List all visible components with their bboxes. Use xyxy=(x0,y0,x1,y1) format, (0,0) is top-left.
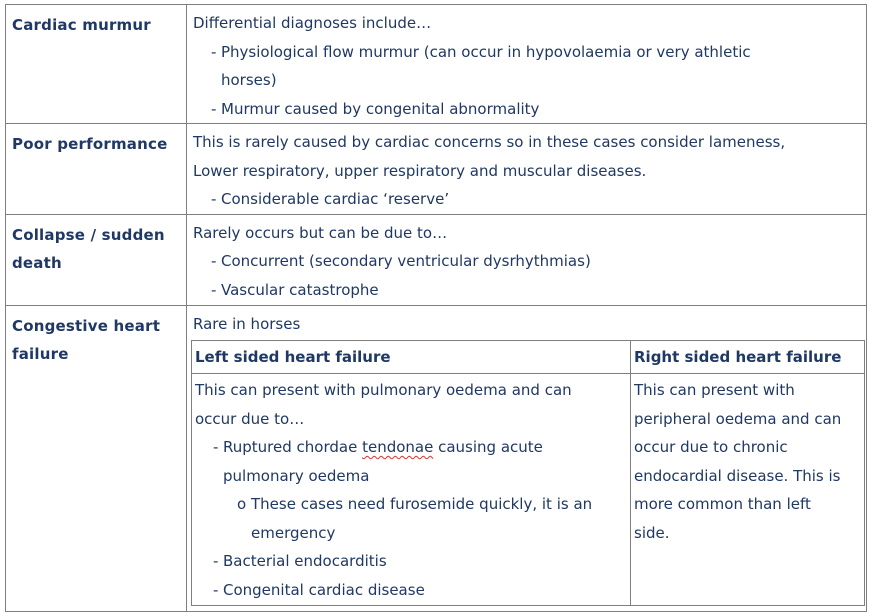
table-row xyxy=(6,214,867,305)
list-item xyxy=(193,247,860,276)
table-row xyxy=(6,124,867,215)
heart-failure-subtable xyxy=(191,340,865,606)
bullet-text: Vascular catastrophe xyxy=(221,280,379,299)
row-label-poor-performance xyxy=(6,124,187,215)
right-sided-heading: Right sided heart failure xyxy=(634,348,842,366)
right-body-cell xyxy=(631,374,865,606)
list-item xyxy=(195,547,627,576)
chf-label-line2: failure xyxy=(12,344,69,363)
list-item xyxy=(195,576,627,605)
table-row xyxy=(192,374,865,606)
bullet-continuation: horses) xyxy=(221,71,277,89)
bullet-text: Ruptured chordae xyxy=(223,438,363,456)
dash-bullet: - xyxy=(211,99,217,118)
left-heading-cell xyxy=(192,341,631,374)
collapse-intro: Rarely occurs but can be due to… xyxy=(193,223,448,242)
list-item xyxy=(195,433,627,462)
left-sided-heading: Left sided heart failure xyxy=(195,348,391,366)
poor-text-2: Lower respiratory, upper respiratory and muscular diseases. xyxy=(193,161,647,180)
dash-bullet: - xyxy=(211,42,217,61)
row-label-collapse xyxy=(6,214,187,305)
bullet-text: Physiological flow murmur (can occur in hypovolaemia or very athletic xyxy=(221,42,751,61)
misspelled-word: tendonae xyxy=(362,438,434,456)
list-item xyxy=(193,185,860,214)
dash-bullet: - xyxy=(211,190,217,208)
circle-bullet: o xyxy=(237,495,247,513)
row-label-chf xyxy=(6,305,187,611)
right-heading-cell xyxy=(631,341,865,374)
list-item xyxy=(193,95,860,124)
table-row xyxy=(192,341,865,374)
right-text-6: side. xyxy=(634,523,670,542)
dash-bullet: - xyxy=(213,580,219,599)
document xyxy=(5,4,867,612)
dash-bullet: - xyxy=(213,552,219,570)
table-row xyxy=(6,305,867,611)
dash-bullet: - xyxy=(213,438,219,456)
right-text-5: more common than left xyxy=(634,495,811,513)
collapse-label-line2: death xyxy=(12,253,62,272)
bullet-continuation: pulmonary oedema xyxy=(223,466,370,485)
bullet-text: Murmur caused by congenital abnormality xyxy=(221,99,540,118)
bullet-text: Bacterial endocarditis xyxy=(223,552,387,570)
right-text-2: peripheral oedema and can xyxy=(634,409,842,428)
collapse-label-line1: Collapse / sudden xyxy=(12,225,165,244)
sub-bullet-text: These cases need furosemide quickly, it is an xyxy=(251,495,593,513)
row-label-cardiac-murmur xyxy=(6,5,187,124)
sub-bullet-continuation: emergency xyxy=(251,523,336,542)
dash-bullet: - xyxy=(211,252,217,270)
left-body-cell xyxy=(192,374,631,606)
bullet-text-end: causing acute xyxy=(433,438,543,456)
chf-intro: Rare in horses xyxy=(193,314,301,333)
right-text-4: endocardial disease. This is xyxy=(634,466,841,485)
cardiac-intro: Differential diagnoses include… xyxy=(193,14,432,32)
list-item xyxy=(193,276,860,305)
poor-performance-label: Poor performance xyxy=(12,135,168,153)
bullet-text: Congenital cardiac disease xyxy=(223,580,425,599)
row-body-collapse xyxy=(187,214,867,305)
bullet-text: Considerable cardiac ‘reserve’ xyxy=(221,190,450,208)
left-text-2: occur due to… xyxy=(195,409,305,428)
right-text-1: This can present with xyxy=(634,381,795,399)
list-item xyxy=(193,38,860,67)
differential-table xyxy=(5,4,867,612)
row-body-cardiac-murmur xyxy=(187,5,867,124)
cardiac-murmur-label: Cardiac murmur xyxy=(12,16,151,34)
left-text-1: This can present with pulmonary oedema and can xyxy=(195,381,572,399)
dash-bullet: - xyxy=(211,280,217,299)
chf-label-line1: Congestive heart xyxy=(12,316,161,335)
row-body-chf xyxy=(187,305,867,611)
sub-list-item xyxy=(195,490,627,519)
table-row xyxy=(6,5,867,124)
poor-text-1: This is rarely caused by cardiac concerns so in these cases consider lameness, xyxy=(193,133,786,151)
right-text-3: occur due to chronic xyxy=(634,438,788,456)
row-body-poor-performance xyxy=(187,124,867,215)
bullet-text: Concurrent (secondary ventricular dysrhythmias) xyxy=(221,252,591,270)
